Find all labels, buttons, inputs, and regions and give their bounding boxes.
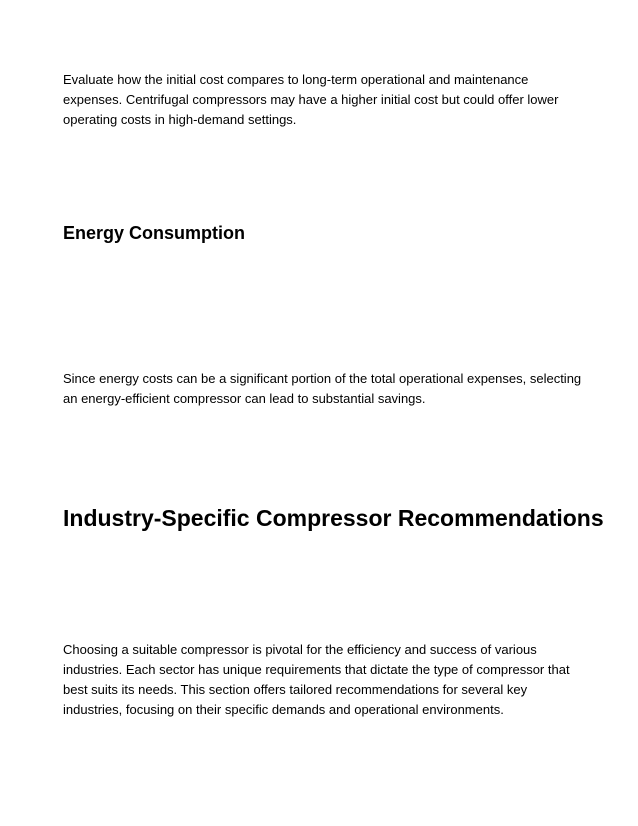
industry-recommendations-paragraph: Choosing a suitable compressor is pivotal for the efficiency and success of various industries. Each sector has unique requirements that dictate the type of compressor that best suits its needs. This section offers tailored recommendations for several key industries, focusing on their specific demands and operational environments. — [63, 642, 570, 717]
energy-consumption-heading: Energy Consumption — [63, 223, 246, 243]
cost-comparison-paragraph: Evaluate how the initial cost compares to long-term operational and maintenance expenses. Centrifugal compressors may have a higher initial cost but could offer lower operating costs in high-demand settings. — [63, 72, 559, 127]
energy-consumption-paragraph: Since energy costs can be a significant portion of the total operational expenses, selecting an energy-efficient compressor can lead to substantial savings. — [63, 371, 582, 406]
industry-recommendations-heading: Industry-Specific Compressor Recommendations — [63, 505, 604, 531]
